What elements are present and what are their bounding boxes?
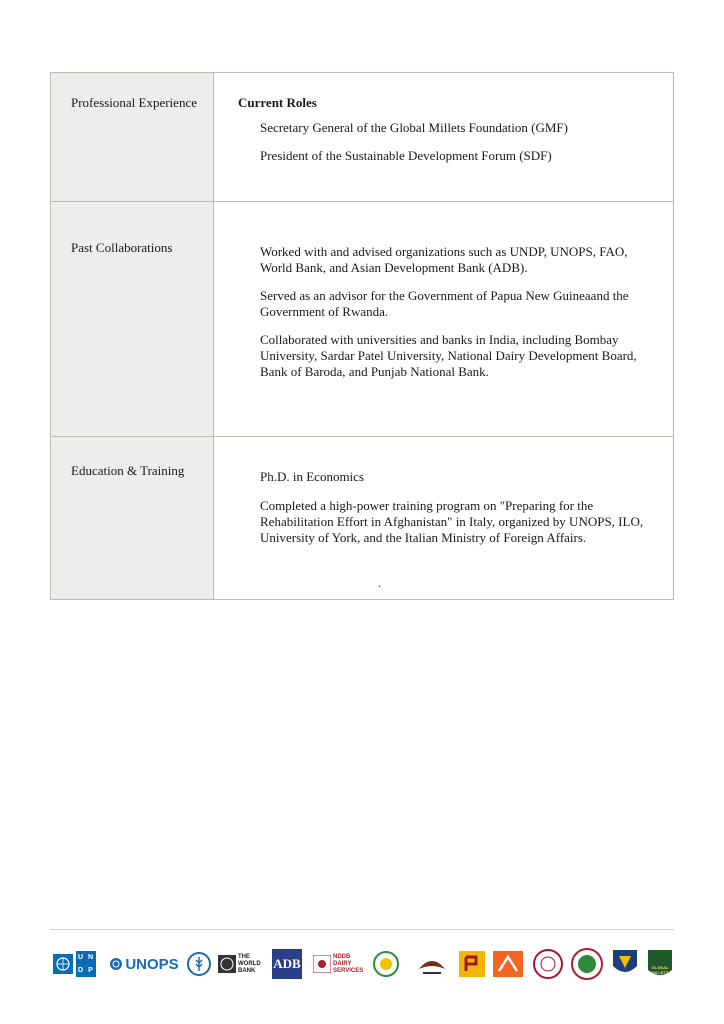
role-item: President of the Sustainable Development Forum (SDF) bbox=[260, 148, 552, 163]
punjab-national-bank-logo bbox=[458, 946, 486, 982]
undp-letters: U N D P bbox=[76, 951, 96, 977]
row-label: Education & Training bbox=[51, 437, 214, 599]
gmf-shield-icon bbox=[647, 948, 673, 980]
trailing-dot: . bbox=[378, 576, 381, 590]
world-bank-globe-icon bbox=[218, 955, 236, 973]
institution-crest-logo bbox=[610, 946, 640, 982]
crest-shield-icon bbox=[611, 948, 639, 980]
un-emblem-icon bbox=[53, 954, 73, 974]
bombay-university-seal-logo bbox=[532, 946, 564, 982]
university-seal-icon bbox=[533, 949, 563, 979]
education-item: Ph.D. in Economics bbox=[260, 469, 364, 484]
current-roles-heading: Current Roles bbox=[238, 95, 317, 110]
fao-wheat-icon bbox=[187, 952, 211, 976]
unops-globe-icon bbox=[109, 957, 123, 971]
nddb-cow-icon bbox=[313, 955, 331, 973]
adb-logo: ADB bbox=[272, 949, 302, 979]
unops-logo: UNOPS bbox=[104, 946, 184, 982]
bank-of-baroda-logo bbox=[492, 946, 524, 982]
row-label: Past Collaborations bbox=[51, 202, 214, 436]
world-bank-logo: THE WORLD BANK bbox=[216, 946, 268, 982]
papua-new-guinea-emblem-logo bbox=[414, 946, 450, 982]
partner-logo-strip bbox=[50, 946, 674, 986]
role-item: Secretary General of the Global Millets Foundation (GMF) bbox=[260, 120, 568, 135]
collaboration-item: Worked with and advised organizations such as UNDP, UNOPS, FAO, World Bank, and Asian Development Bank (ADB). bbox=[260, 244, 628, 275]
education-item: Completed a high-power training program on "Preparing for the Rehabilitation Effort in Afghanistan" in Italy, organized by UNOPS, ILO, University of York, and the Italian Ministry of Foreign Affairs. bbox=[260, 498, 644, 545]
table-row-education-training bbox=[51, 436, 673, 599]
collaboration-item: Served as an advisor for the Government of Papua New Guineaand the Government of Rwanda. bbox=[260, 288, 629, 319]
sardar-patel-university-seal-logo bbox=[570, 946, 604, 982]
fao-logo bbox=[186, 946, 212, 982]
row-content bbox=[214, 437, 673, 599]
footer-divider bbox=[50, 929, 674, 930]
table-row-past-collaborations bbox=[51, 201, 673, 436]
profile-table bbox=[50, 72, 674, 600]
row-content bbox=[214, 73, 673, 201]
nddb-logo: NDDB DAIRY SERVICES bbox=[312, 946, 364, 982]
global-millets-foundation-logo: GLOBAL MILLETS bbox=[646, 946, 674, 982]
bird-of-paradise-icon bbox=[415, 951, 449, 977]
table-row-professional-experience bbox=[51, 73, 673, 201]
undp-logo bbox=[50, 946, 98, 982]
rwanda-emblem-logo bbox=[372, 946, 400, 982]
row-label: Professional Experience bbox=[51, 73, 214, 201]
spu-seal-icon bbox=[571, 948, 603, 980]
collaboration-item: Collaborated with universities and banks in India, including Bombay University, Sardar Patel University, National Dairy Development Board, Bank of Baroda, and Punjab National Bank. bbox=[260, 332, 637, 379]
rwanda-seal-icon bbox=[373, 951, 399, 977]
pnb-mark-icon bbox=[459, 951, 485, 977]
row-content bbox=[214, 202, 673, 436]
baroda-sun-icon bbox=[493, 951, 523, 977]
